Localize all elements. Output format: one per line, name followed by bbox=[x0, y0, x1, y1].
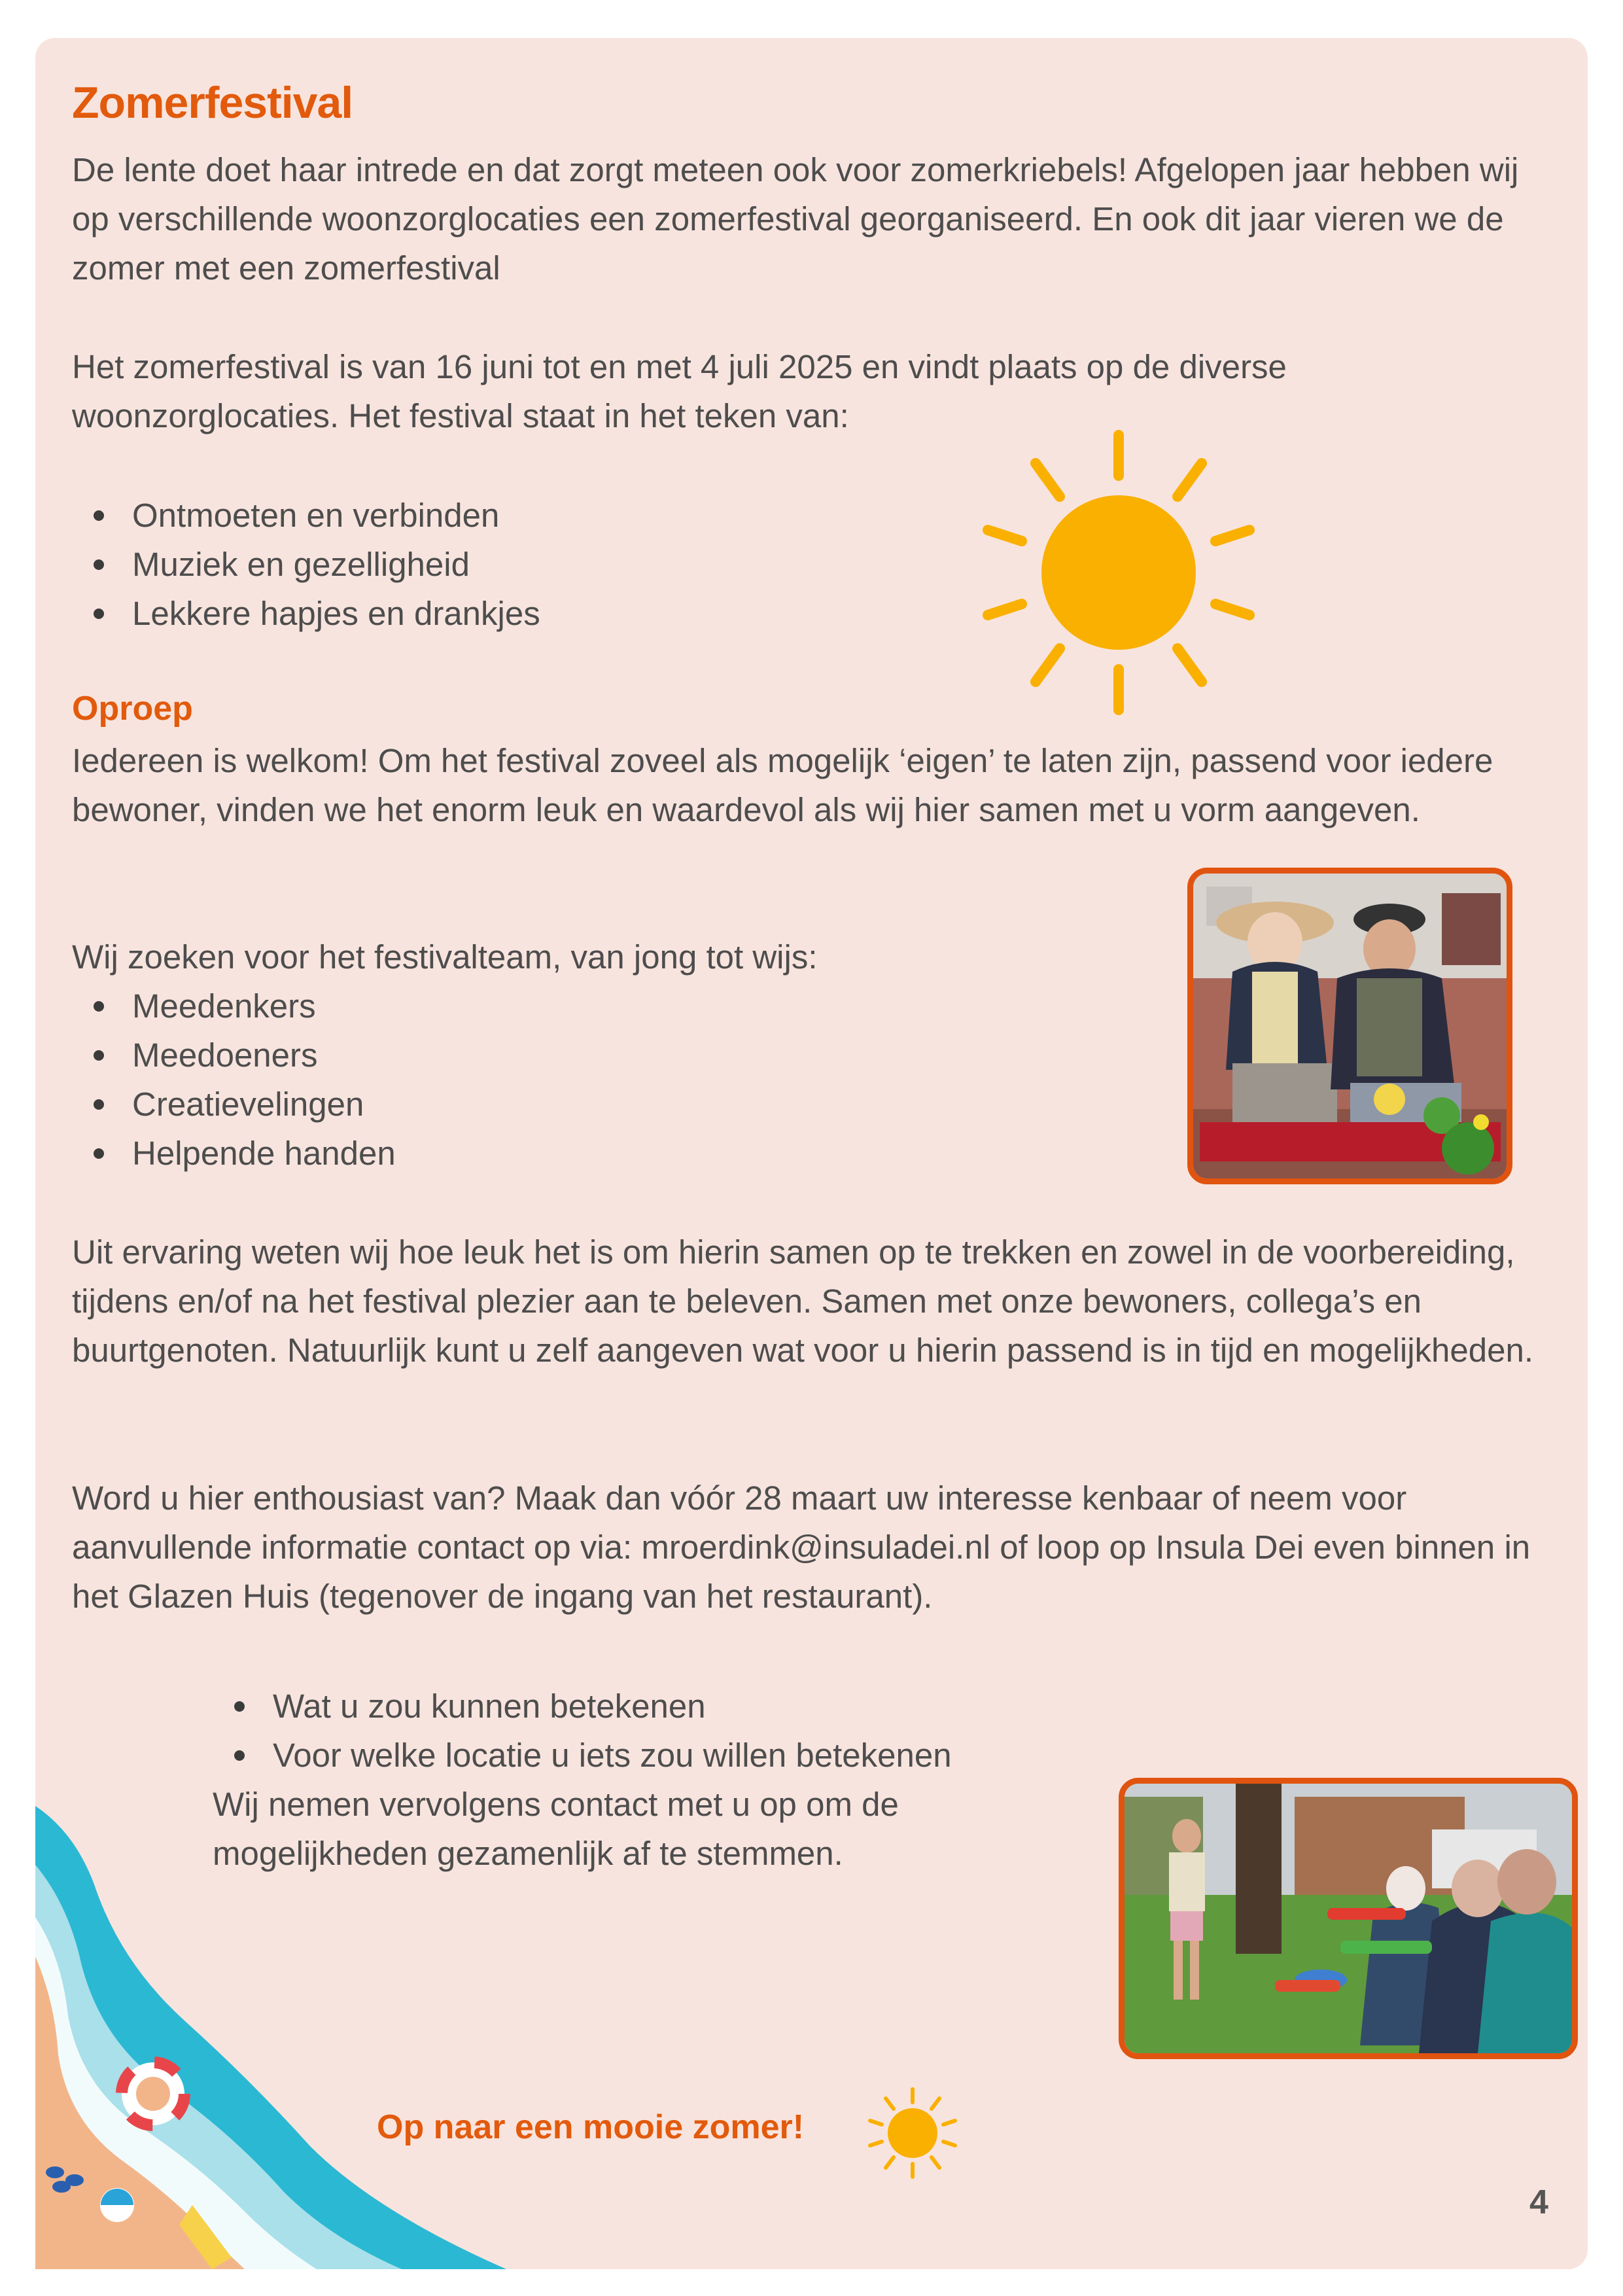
team-intro-paragraph: Wij zoeken voor het festivalteam, van jong tot wijs: bbox=[72, 938, 818, 976]
beach-illustration bbox=[35, 1806, 506, 2269]
photo-outdoor-activity bbox=[1119, 1778, 1578, 2059]
experience-paragraph: Uit ervaring weten wij hoe leuk het is om hierin samen op te trekken en zowel in de voorbereiding, tijdens en/of na het festival plezier aan te beleven. Samen met onze bewoners, collega’s en buurtgenoten. Natuurlijk kunt u zelf aangeven wat voor u hierin passend is in tijd en mogelijkheden. bbox=[72, 1233, 1534, 1369]
list-item: Meedenkers bbox=[72, 981, 396, 1031]
photo-scooter-residents bbox=[1187, 868, 1512, 1184]
interest-list bbox=[213, 1682, 952, 1780]
list-item: Lekkere hapjes en drankjes bbox=[72, 589, 540, 638]
list-item: Helpende handen bbox=[72, 1129, 396, 1178]
sun-icon bbox=[864, 2084, 962, 2182]
contact-paragraph: Word u hier enthousiast van? Maak dan vóór 28 maart uw interesse kenbaar of neem voor aanvullende informatie contact op via: mroerdink@insuladei.nl of loop op Insula Dei even binnen in het Glazen Huis (tegenover de ingang van het restaurant). bbox=[72, 1479, 1531, 1615]
page-number: 4 bbox=[1529, 2183, 1548, 2221]
call-paragraph: Iedereen is welkom! Om het festival zoveel als mogelijk ‘eigen’ te laten zijn, passend voor iedere bewoner, vinden we het enorm leuk en waardevol als wij hier samen met u vorm aangeven. bbox=[72, 742, 1493, 828]
intro-paragraph: De lente doet haar intrede en dat zorgt meteen ook voor zomerkriebels! Afgelopen jaar hebben wij op verschillende woonzorglocaties een zomerfestival georganiseerd. En ook dit jaar vieren we de zomer met een zomerfestival bbox=[72, 151, 1519, 287]
list-item: Ontmoeten en verbinden bbox=[72, 491, 540, 540]
followup-paragraph: Wij nemen vervolgens contact met u op om de mogelijkheden gezamenlijk af te stemmen. bbox=[213, 1786, 899, 1872]
dates-paragraph: Het zomerfestival is van 16 juni tot en met 4 juli 2025 en vindt plaats op de diverse woonzorglocaties. Het festival staat in het teken van: bbox=[72, 348, 1287, 434]
list-item: Voor welke locatie u iets zou willen betekenen bbox=[213, 1731, 952, 1780]
list-item: Wat u zou kunnen betekenen bbox=[213, 1682, 952, 1731]
call-heading: Oproep bbox=[72, 690, 193, 728]
page-title: Zomerfestival bbox=[72, 78, 353, 128]
list-item: Muziek en gezelligheid bbox=[72, 540, 540, 589]
roles-list bbox=[72, 981, 396, 1178]
closing-text: Op naar een mooie zomer! bbox=[377, 2108, 805, 2146]
themes-list bbox=[72, 491, 540, 638]
list-item: Creatievelingen bbox=[72, 1080, 396, 1129]
sun-icon bbox=[975, 429, 1263, 716]
list-item: Meedoeners bbox=[72, 1031, 396, 1080]
